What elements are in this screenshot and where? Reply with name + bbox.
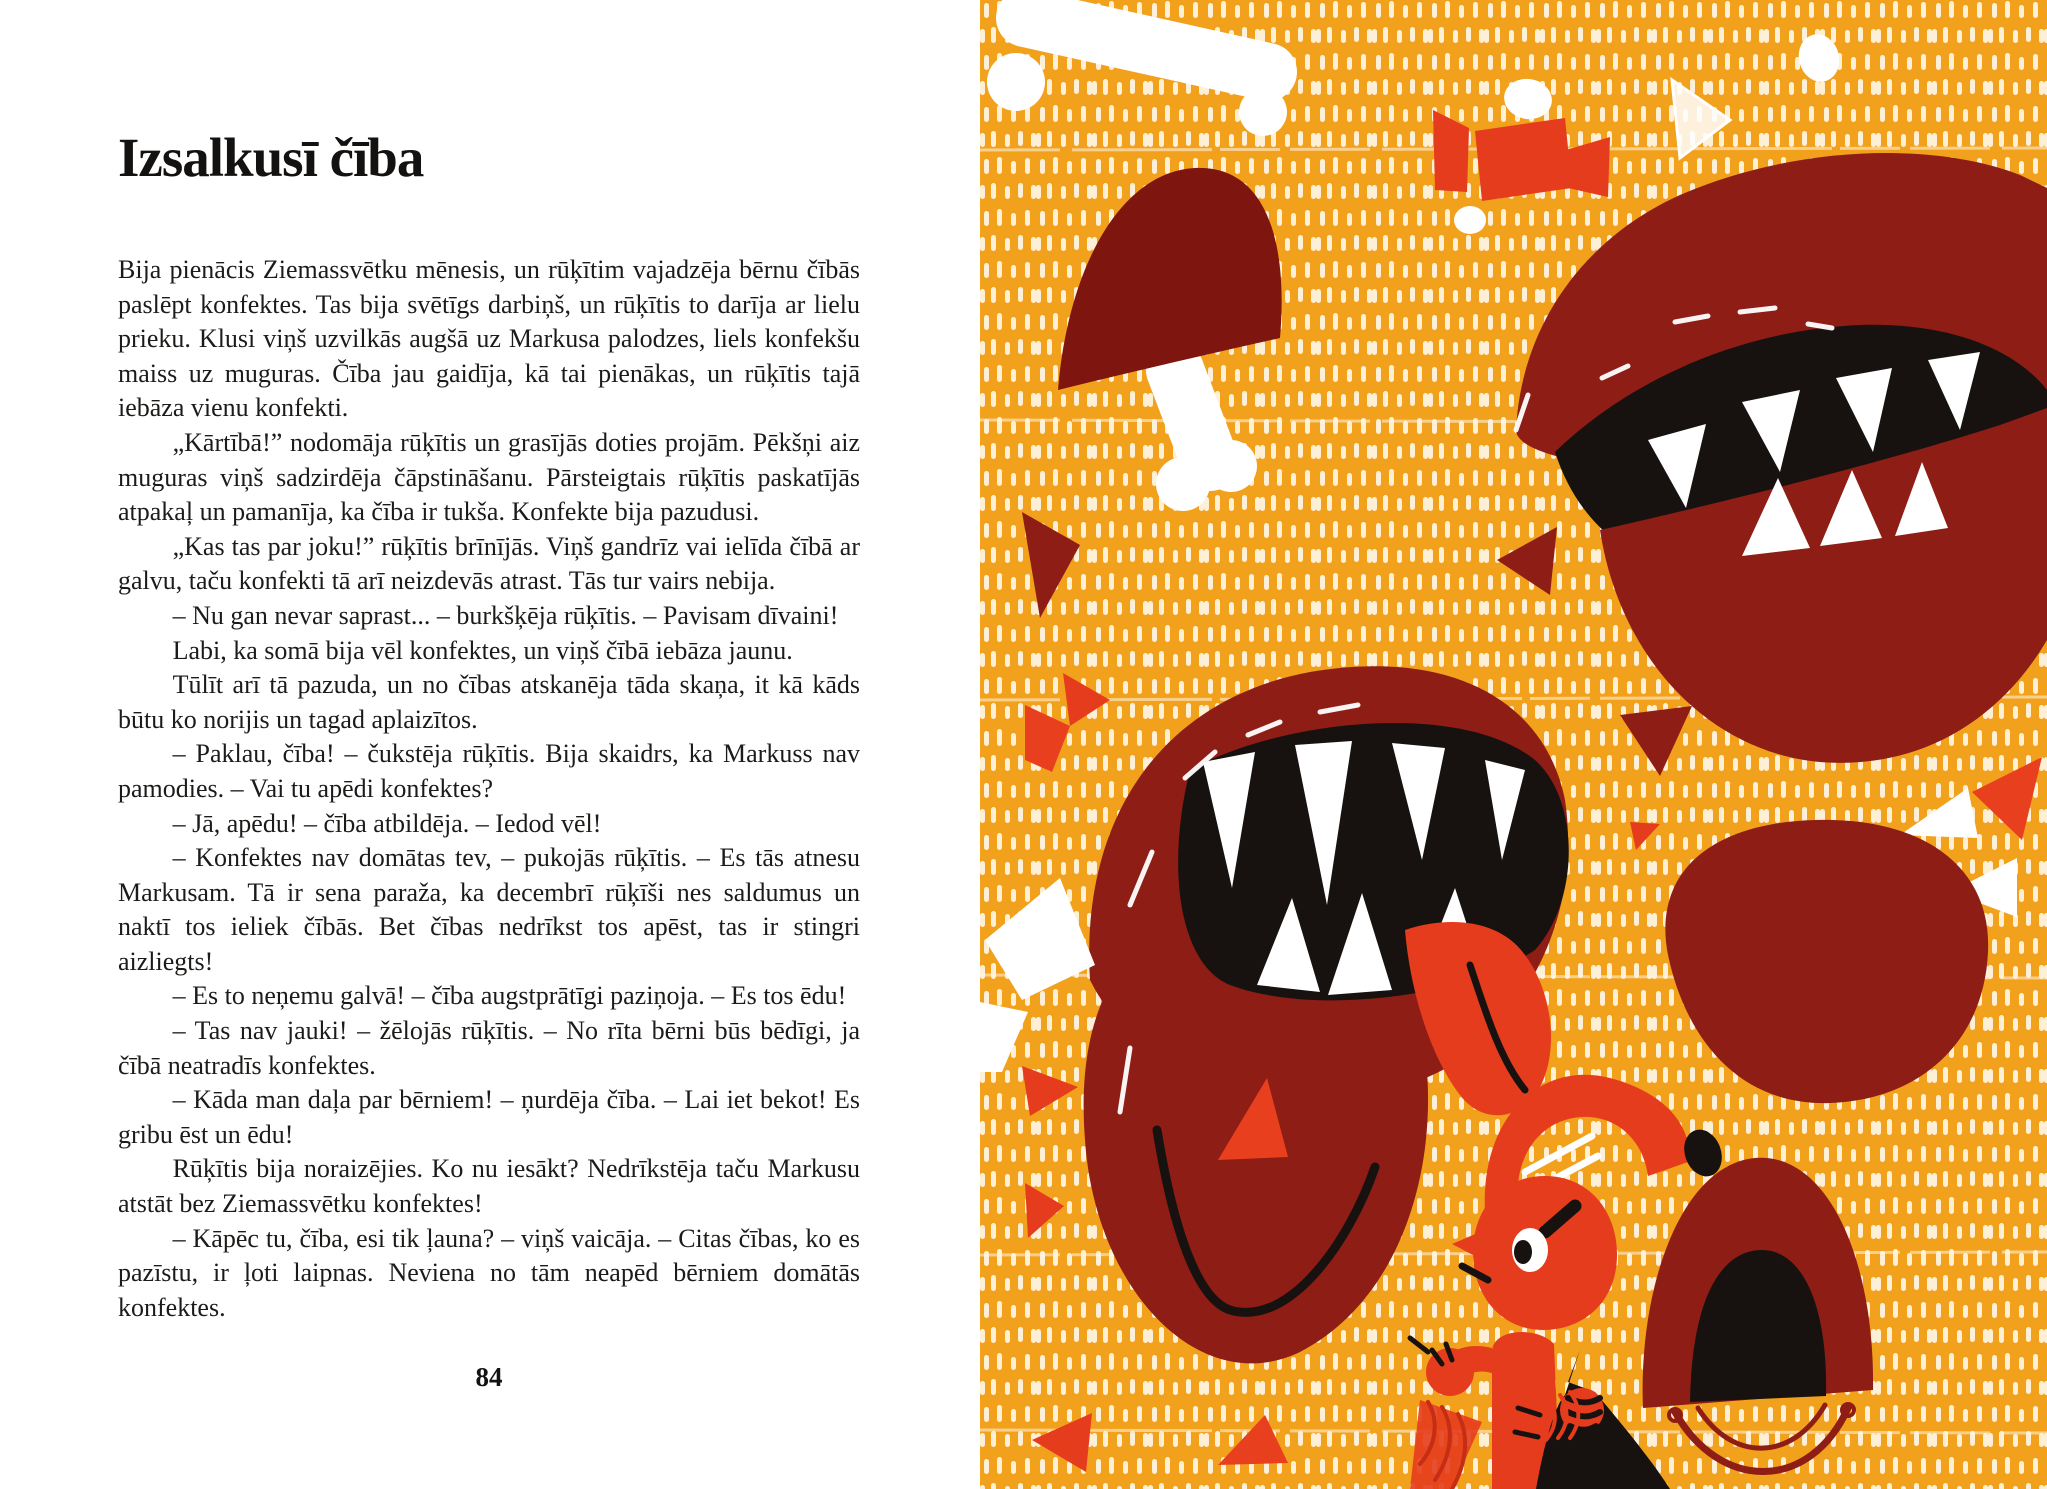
page-title: Izsalkusī čība — [118, 127, 424, 188]
story-text — [118, 253, 860, 1325]
illustration-panel — [980, 0, 2047, 1489]
story-paragraph: Tūlīt arī tā pazuda, un no čības atskanēja tāda skaņa, it kā kāds būtu ko norijis un tagad aplaizītos. — [118, 670, 860, 734]
story-paragraph: – Kāpēc tu, čība, esi tik ļauna? – viņš vaicāja. – Citas čības, ko es pazīstu, ir ļoti laipnas. Neviena no tām neapēd bērniem domātās konfektes. — [118, 1223, 860, 1322]
story-paragraph: – Nu gan nevar saprast... – burkšķēja rūķītis. – Pavisam dīvaini! — [172, 600, 839, 630]
story-paragraph: – Es to neņemu galvā! – čība augstprātīgi paziņoja. – Es tos ēdu! — [172, 981, 847, 1011]
page-number: 84 — [475, 1362, 503, 1392]
story-paragraph: – Kāda man daļa par bērniem! – ņurdēja čība. – Lai iet bekot! Es gribu ēst un ēdu! — [118, 1085, 860, 1149]
story-paragraph: „Kārtībā!” nodomāja rūķītis un grasījās doties projām. Pēkšņi aiz muguras viņš sadzirdēja čāpstināšanu. Pārsteigtais rūķītis paskatījās atpakaļ un pamanīja, ka čība ir tukša. Konfekte bija pazudusi. — [118, 427, 860, 527]
story-paragraph: Bija pienācis Ziemassvētku mēnesis, un rūķītim vajadzēja bērnu čībās paslēpt konfektes. Tas bija svētīgs darbiņš, un rūķītis to darīja ar lielu prieku. Klusi viņš uzvilkās augšā uz Markusa palodzes, liels konfekšu maiss uz muguras. Čība jau gaidīja, kā tai pienākas, un rūķītis tajā iebāza vienu konfekti. — [118, 255, 860, 423]
gnome-pupil — [1514, 1240, 1532, 1264]
story-page — [118, 0, 860, 1489]
story-paragraph: – Paklau, čība! – čukstēja rūķītis. Bija skaidrs, ka Markuss nav pamodies. – Vai tu apēdi konfektes? — [118, 739, 860, 803]
story-paragraph: Labi, ka somā bija vēl konfektes, un viņš čībā iebāza jaunu. — [172, 635, 793, 665]
story-paragraph: – Tas nav jauki! – žēlojās rūķītis. – No rīta bērni būs bēdīgi, ja čībā neatradīs konfektes. — [118, 1016, 860, 1080]
story-paragraph: – Jā, apēdu! – čība atbildēja. – Iedod vēl! — [172, 808, 602, 838]
story-paragraph: – Konfektes nav domātas tev, – pukojās rūķītis. – Es tās atnesu Markusam. Tā ir sena paraža, ka decembrī rūķīši nes saldumus un naktī tos ieliek čībās. Bet čības nedrīkst tos apēst, tas ir stingri aizliegts! — [118, 843, 860, 976]
illustration — [980, 0, 2047, 1489]
story-paragraph: Rūķītis bija noraizējies. Ko nu iesākt? Nedrīkstēja taču Markusu atstāt bez Ziemassvētku konfektes! — [118, 1154, 860, 1219]
story-paragraph: „Kas tas par joku!” rūķītis brīnījās. Viņš gandrīz vai ielīda čībā ar galvu, taču konfekti tā arī neizdevās atrast. Tās tur vairs nebija. — [118, 531, 860, 596]
